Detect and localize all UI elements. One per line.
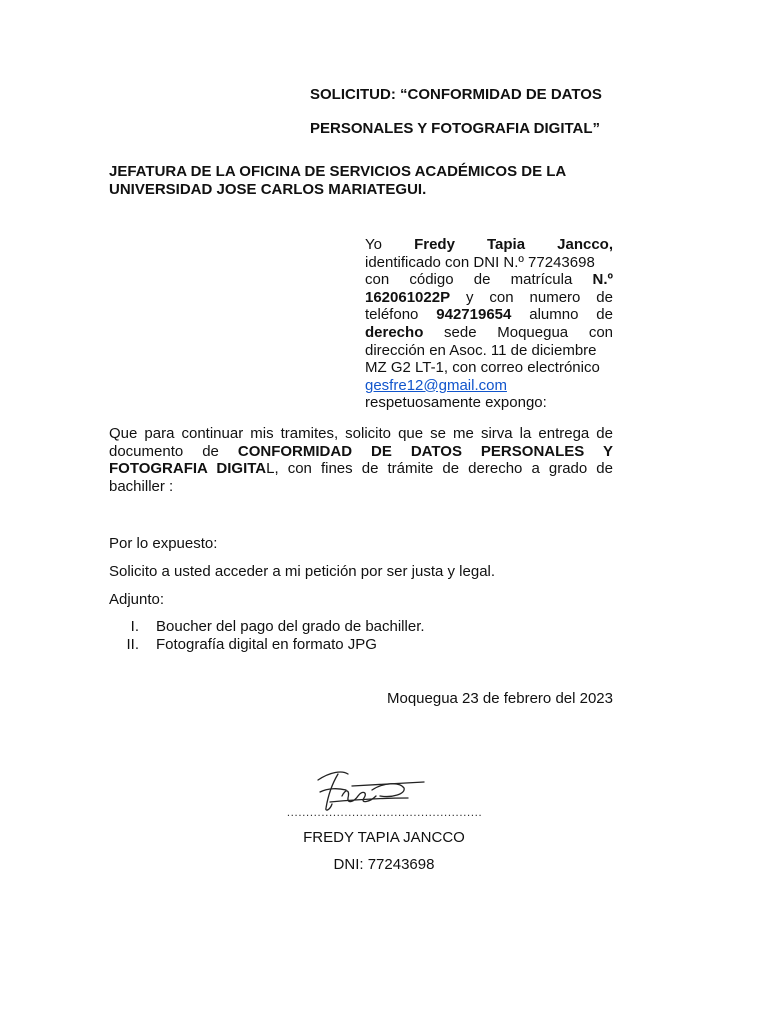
request-paragraph bbox=[109, 425, 613, 495]
intro-l4b: y con numero de bbox=[466, 288, 613, 306]
intro-line-1 bbox=[365, 236, 613, 254]
intro-line-4 bbox=[365, 289, 613, 307]
list-item-number: II. bbox=[126, 636, 139, 653]
student-name: Fredy Tapia Jancco, bbox=[414, 236, 614, 253]
intro-l5c: alumno de bbox=[529, 306, 613, 324]
intro-l3a: con código de matrícula bbox=[365, 271, 573, 289]
intro-line-3 bbox=[365, 271, 613, 289]
request-l3a: FOTOGRAFIA DIGITA bbox=[109, 460, 267, 478]
intro-l3b: N.º bbox=[592, 271, 613, 289]
signer-name: FREDY TAPIA JANCCO bbox=[303, 829, 465, 846]
intro-block bbox=[365, 236, 613, 412]
expuesto-text: Por lo expuesto: bbox=[109, 535, 218, 552]
signature-stroke bbox=[320, 789, 346, 792]
request-line-2 bbox=[109, 443, 613, 461]
list-item-number: I. bbox=[130, 618, 139, 635]
addressee-line-2: UNIVERSIDAD JOSE CARLOS MARIATEGUI. bbox=[109, 181, 427, 198]
list-item bbox=[109, 618, 613, 636]
request-line-1: Que para continuar mis tramites, solicito que se me sirva la entrega de bbox=[109, 425, 613, 442]
intro-line-8: MZ G2 LT-1, con correo electrónico bbox=[365, 359, 600, 377]
request-l3b: L, con fines de trámite de derecho a grado de bbox=[266, 460, 613, 478]
intro-line-2: identificado con DNI N.º 77243698 bbox=[365, 253, 595, 271]
intro-line-7: dirección en Asoc. 11 de diciembre bbox=[365, 341, 597, 359]
intro-line-9 bbox=[365, 377, 613, 395]
list-item bbox=[109, 636, 613, 654]
title-line-1: SOLICITUD: “CONFORMIDAD DE DATOS bbox=[310, 86, 602, 103]
signer-dni: DNI: 77243698 bbox=[333, 856, 435, 873]
career: derecho bbox=[365, 323, 424, 341]
request-line-4: bachiller : bbox=[109, 477, 174, 495]
list-item-text: Fotografía digital en formato JPG bbox=[156, 636, 377, 653]
list-item-text: Boucher del pago del grado de bachiller. bbox=[156, 618, 425, 635]
signature-stroke bbox=[352, 782, 424, 786]
addressee-line-1: JEFATURA DE LA OFICINA DE SERVICIOS ACADÉMICOS DE LA bbox=[109, 163, 567, 180]
title-line-2: PERSONALES Y FOTOGRAFIA DIGITAL” bbox=[310, 120, 601, 137]
matricula-code: 162061022P bbox=[365, 288, 451, 306]
solicito-text: Solicito a usted acceder a mi petición por ser justa y legal. bbox=[109, 563, 496, 580]
intro-line-10: respetuosamente expongo: bbox=[365, 394, 547, 412]
intro-l5a: teléfono bbox=[365, 306, 419, 324]
intro-yo: Yo bbox=[365, 236, 382, 253]
adjunto-label: Adjunto: bbox=[109, 591, 165, 608]
intro-line-6 bbox=[365, 324, 613, 342]
request-line-3 bbox=[109, 460, 613, 478]
email-link[interactable]: gesfre12@gmail.com bbox=[365, 376, 507, 394]
intro-l6b: sede Moquegua con bbox=[444, 323, 614, 341]
signature-line: …………………………………………… bbox=[286, 805, 482, 819]
phone-number: 942719654 bbox=[436, 306, 512, 324]
place-date: Moquegua 23 de febrero del 2023 bbox=[386, 690, 613, 707]
signature-stroke bbox=[372, 784, 404, 797]
signature-stroke bbox=[318, 772, 348, 780]
intro-line-5 bbox=[365, 306, 613, 324]
request-l2b: CONFORMIDAD DE DATOS PERSONALES Y bbox=[237, 442, 613, 460]
request-l2a: documento de bbox=[109, 442, 219, 460]
